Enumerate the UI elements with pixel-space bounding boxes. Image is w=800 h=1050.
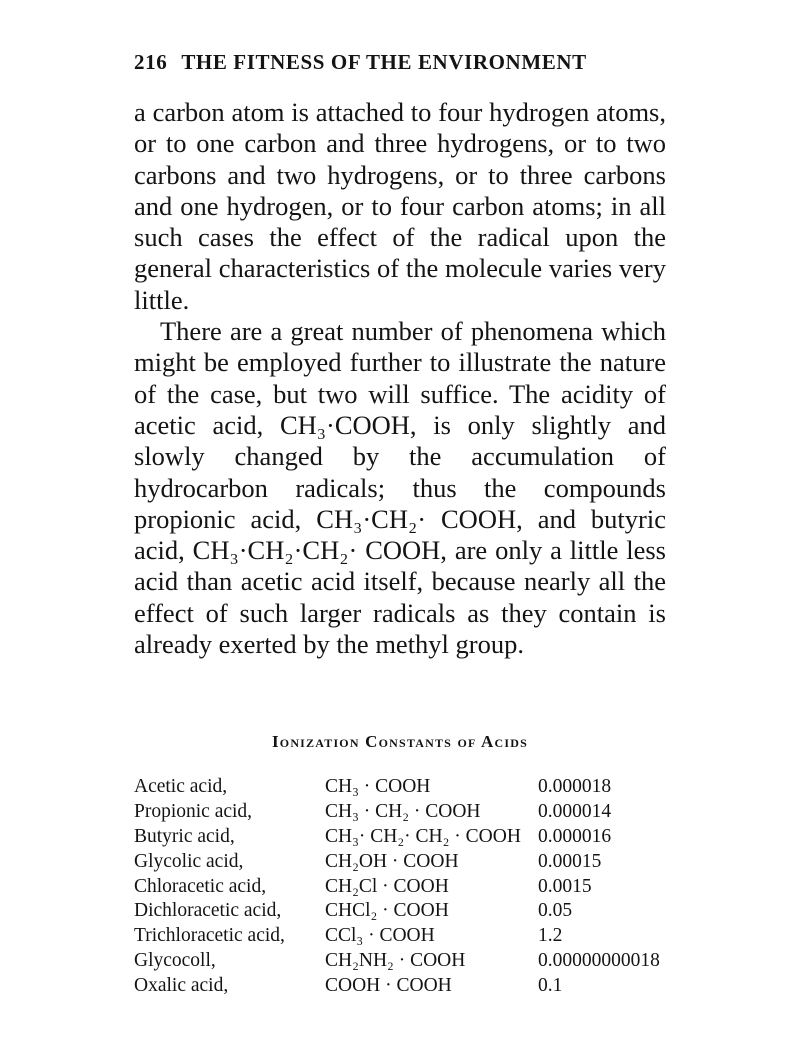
ionization-constant: 0.00000000018 [538,950,660,972]
acid-name: Acetic acid, [134,776,228,797]
paragraph-acidity: There are a great number of phenomena which might be employed further to illustrate the nature of the case, but two will suffice. The acidity of acetic acid, CH₃·COOH, is only slightly and slowly changed by the accumulation of hydrocarbon radicals; thus the compounds propionic acid, CH₃·CH₂· COOH, and butyric acid, CH₃·CH₂·CH₂· COOH, are only a little less acid than acetic acid itself, because nearly all the effect of such larger radicals as they contain is already exerted by the methyl group. [134,316,666,660]
table-row [134,775,678,800]
acid-name: Trichloracetic acid, [134,925,285,947]
body-text [134,97,666,660]
running-head-title: THE FITNESS OF THE ENVIRONMENT [181,50,587,74]
running-head [134,50,674,75]
table-row [134,825,678,850]
acid-formula: CH₂OH · COOH [325,850,459,872]
acid-name: Chloracetic acid, [134,875,267,897]
acid-formula: CH₂Cl · COOH [325,875,449,897]
page-number: 216 [134,50,168,74]
table-row [134,899,678,924]
acid-formula: CCl₃ · COOH [325,925,435,947]
acid-name: Glycocoll, [134,950,216,972]
paragraph-continuation: a carbon atom is attached to four hydrogen atoms, or to one carbon and three hydrogens, or to two carbons and two hydrogens, or to three carbons and one hydrogen, or to four carbon atoms; in all such cases the effect of the radical upon the general characteristics of the molecule varies very little. [134,97,666,315]
acid-formula: CHCl₂ · COOH [325,900,449,922]
table-row [134,949,678,974]
acid-formula: CH₃ · COOH [325,776,431,797]
ionization-constant: 1.2 [538,925,563,947]
acid-formula: CH₃ · CH₂ · COOH [325,800,481,822]
table-row [134,850,678,875]
acid-formula: COOH · COOH [325,975,452,997]
table-row [134,974,678,999]
ionization-constant: 0.00015 [538,850,602,872]
acid-name: Dichloracetic acid, [134,900,282,922]
ionization-constants-table [134,775,678,999]
acid-name: Oxalic acid, [134,975,229,997]
acid-name: Butyric acid, [134,825,235,847]
table-row [134,875,678,900]
ionization-constant: 0.000016 [538,825,612,847]
ionization-constant: 0.000018 [538,776,612,797]
table-title: Ionization Constants of Acids [271,732,529,751]
ionization-constant: 0.0015 [538,875,592,897]
acid-name: Propionic acid, [134,800,253,822]
table-row [134,924,678,949]
acid-name: Glycolic acid, [134,850,244,872]
ionization-constant: 0.1 [538,975,563,997]
acid-formula: CH₃· CH₂· CH₂ · COOH [325,825,521,847]
ionization-constant: 0.000014 [538,800,612,822]
table-row [134,800,678,825]
acid-formula: CH₂NH₂ · COOH [325,950,466,972]
ionization-constant: 0.05 [538,900,573,922]
